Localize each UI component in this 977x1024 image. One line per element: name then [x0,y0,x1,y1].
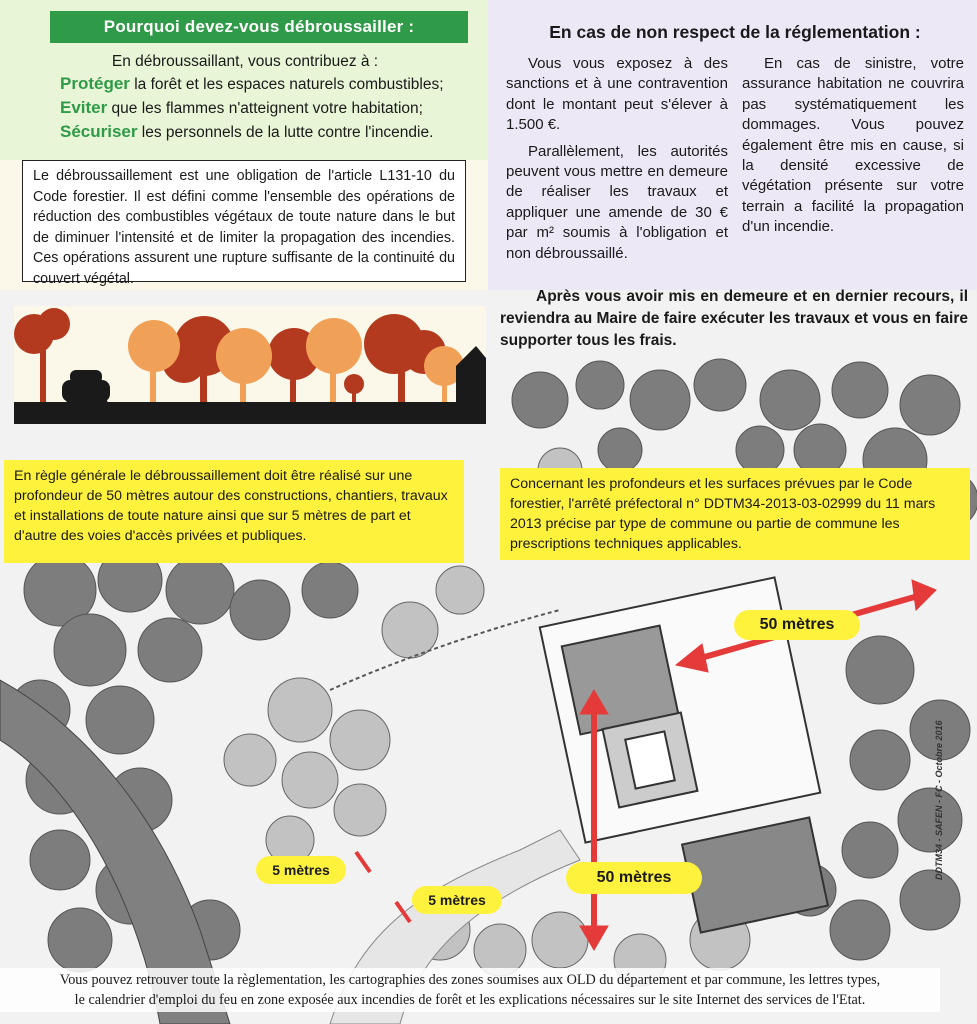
distance-label-50m-house: 50 mètres [734,610,860,640]
why-clear-banner: Pourquoi devez-vous débroussailler : [50,11,468,43]
benefit-item: Eviter que les flammes n'atteignent votre habitation; [60,98,423,117]
insurance-column [742,54,964,244]
mayor-recourse-text: Après vous avoir mis en demeure et en dernier recours, il reviendra au Maire de faire exécuter les travaux et vous en faire supporter tous les frais. [500,288,968,349]
footer-line: le calendrier d'emploi du feu en zone exposée aux incendies de forêt et les explications nécessaires sur le site Internet des services de l'Etat. [74,992,866,1008]
forest-silhouette-illustration [14,306,486,424]
distance-label-5m-road-a: 5 mètres [256,856,346,884]
prefectoral-order-callout: Concernant les profondeurs et les surfaces prévues par le Code forestier, l'arrêté préfectoral n° DDTM34-2013-03-02999 du 11 mars 2013 précise par type de commune ou partie de commune les prescriptions techniques applicables. [500,468,970,560]
general-rule-callout: En règle générale le débroussaillement doit être réalisé sur une profondeur de 50 mètres autour des constructions, chantiers, travaux et installations de toute nature ainsi que sur 5 mètres de part et d'autre des voies d'accès privées et publiques. [4,460,464,563]
credit-vertical: DDTM34 - SAFEN - FC - Octobre 2016 [934,720,944,880]
sanctions-column [506,54,728,270]
distance-label-50m-vertical: 50 mètres [566,862,702,894]
sanctions-paragraph: Vous vous exposez à des sanctions et à une contravention dont le montant peut s'élever à 1.500 €. [506,55,728,134]
fine-paragraph: Parallèlement, les autorités peuvent vous mettre en demeure de réaliser les travaux et appliquer une amende de 30 € par m² soumis à l'obligation et non débroussaillé. [506,142,728,262]
distance-label-5m-road-b: 5 mètres [412,886,502,914]
benefit-item: Sécuriser les personnels de la lutte contre l'incendie. [60,122,434,141]
insurance-paragraph: En cas de sinistre, votre assurance habitation ne couvrira pas systématiquement les dommages. Vous pouvez également être mis en cause, si la densité excessive de végétation présente sur votre terrain a facilité la propagation d'un incendie. [742,55,964,236]
definition-box: Le débroussaillement est une obligation de l'article L131-10 du Code forestier. Il est défini comme l'ensemble des opérations de réduction des combustibles végétaux de toute nature dans le but de diminuer l'intensité et de limiter la propagation des incendies. Ces opérations assurent une rupture suffisante de la continuité du couvert végétal. [22,160,466,282]
footer-line: Vous pouvez retrouver toute la règlementation, les cartographies des zones soumises aux OLD du département et par commune, les lettres types, [59,972,881,988]
benefit-item: Protéger la forêt et les espaces naturels combustibles; [60,74,444,93]
intro-text: En débroussaillant, vous contribuez à : [111,53,379,70]
benefits-list [60,72,485,144]
footer-note [0,968,940,1012]
non-compliance-title: En cas de non respect de la réglementation : [549,22,921,42]
